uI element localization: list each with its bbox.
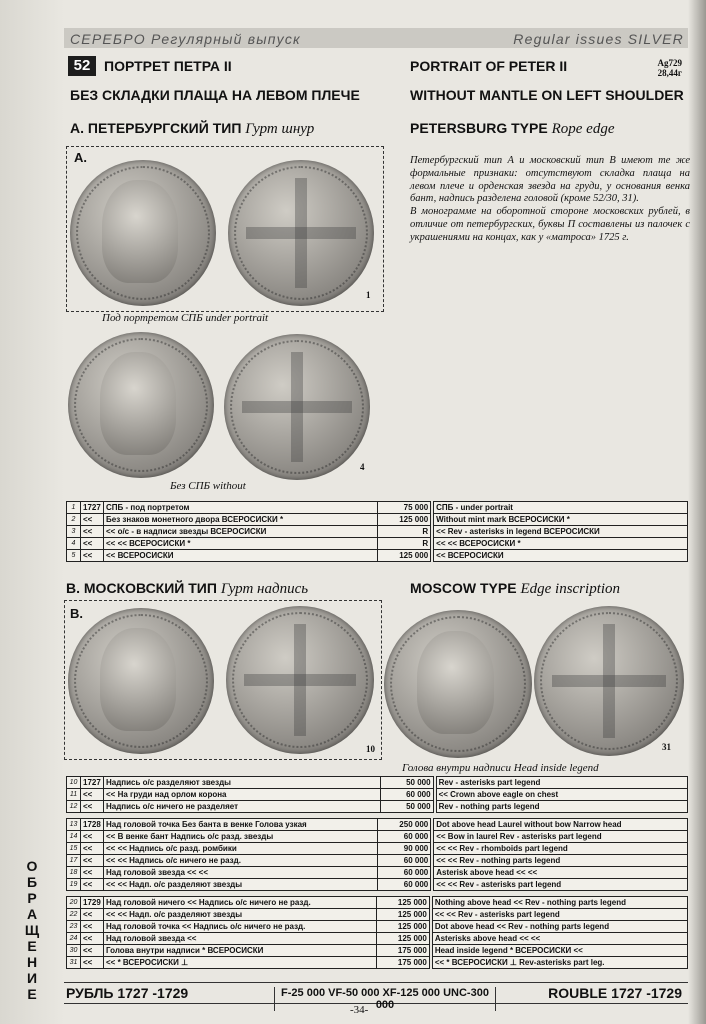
coin-10-number: 10 <box>366 744 375 754</box>
row-price: R <box>378 538 431 550</box>
caption-spb: Под портретом СПБ under portrait <box>102 312 269 324</box>
row-price: 60 000 <box>380 789 433 801</box>
table-type-b-1727 <box>66 776 688 813</box>
row-year: << <box>81 945 104 957</box>
row-price: 125 000 <box>376 909 429 921</box>
row-price: 250 000 <box>378 819 431 831</box>
row-desc-ru: << ВСЕРОСИСКИ <box>104 550 378 562</box>
row-desc-ru: Голова внутри надписи * ВСЕРОСИСКИ <box>104 945 377 957</box>
row-price: 60 000 <box>378 855 431 867</box>
type-a-label: А. <box>74 150 87 165</box>
row-desc-en: << << ВСЕРОСИСКИ * <box>434 538 688 550</box>
coin-1-number: 1 <box>366 290 371 300</box>
row-price: R <box>378 526 431 538</box>
row-desc-en: << Bow in laurel Rev - asterisks part legend <box>434 831 688 843</box>
row-number: 31 <box>67 957 81 969</box>
row-year: << <box>81 921 104 933</box>
row-number: 17 <box>67 855 81 867</box>
row-desc-ru: Надпись о/с разделяют звезды <box>104 777 381 789</box>
table-row <box>67 855 688 867</box>
row-price: 125 000 <box>376 933 429 945</box>
coin-1-reverse <box>228 160 374 306</box>
row-number: 22 <box>67 909 81 921</box>
table-row <box>67 867 688 879</box>
row-price: 60 000 <box>378 879 431 891</box>
coin-4-reverse <box>224 334 370 480</box>
row-year: 1728 <box>81 819 104 831</box>
row-desc-ru: << << Надпись о/с ничего не разд. <box>104 855 378 867</box>
row-desc-ru: Без знаков монетного двора ВСЕРОСИСКИ * <box>104 514 378 526</box>
row-desc-en: << Rev - asterisks in legend ВСЕРОСИСКИ <box>434 526 688 538</box>
row-year: 1727 <box>81 777 104 789</box>
row-number: 14 <box>67 831 81 843</box>
row-price: 50 000 <box>380 801 433 813</box>
row-price: 175 000 <box>376 945 429 957</box>
row-desc-en: Dot above head Laurel without bow Narrow head <box>434 819 688 831</box>
side-letter: Е <box>27 938 37 954</box>
table-type-b-1728 <box>66 818 688 891</box>
title-en: PORTRAIT OF PETER II <box>410 58 568 74</box>
footer-right: ROUBLE 1727 -1729 <box>548 985 682 1001</box>
row-number: 12 <box>67 801 81 813</box>
caption-head-inside: Голова внутри надписи Head inside legend <box>402 762 599 774</box>
type-a-heading-ru: А. ПЕТЕРБУРГСКИЙ ТИП Гурт шнур <box>70 120 315 137</box>
header-left: СЕРЕБРО Регулярный выпуск <box>70 31 301 47</box>
row-number: 3 <box>67 526 81 538</box>
row-desc-ru: << В венке бант Надпись о/с разд. звезды <box>104 831 378 843</box>
coin-10-obverse <box>68 608 214 754</box>
row-year: << <box>81 514 104 526</box>
row-desc-en: << * ВСЕРОСИСКИ ⊥ Rev-asterisks part leg. <box>432 957 687 969</box>
caption-without: Без СПБ without <box>170 480 246 492</box>
row-number: 4 <box>67 538 81 550</box>
table-row <box>67 933 688 945</box>
side-letter: Щ <box>24 922 40 938</box>
subtitle-en: WITHOUT MANTLE ON LEFT SHOULDER <box>410 87 684 103</box>
table-row <box>67 957 688 969</box>
metal-fineness: Ag729 <box>657 58 682 68</box>
row-number: 18 <box>67 867 81 879</box>
coin-31-obverse <box>384 610 532 758</box>
row-year: << <box>81 843 104 855</box>
row-desc-ru: << << Надп. о/с разделяют звезды <box>104 879 378 891</box>
side-letter: О <box>26 858 38 874</box>
row-desc-ru: СПБ - под портретом <box>104 502 378 514</box>
table-row <box>67 909 688 921</box>
table-row <box>67 502 688 514</box>
row-price: 125 000 <box>376 921 429 933</box>
row-desc-ru: << На груди над орлом корона <box>104 789 381 801</box>
page-footer-number: -34- <box>350 1004 369 1016</box>
row-year: << <box>81 957 104 969</box>
coin-31-reverse <box>534 606 684 756</box>
row-desc-ru: Над головой звезда << <box>104 933 377 945</box>
side-letter: Р <box>27 890 37 906</box>
row-desc-ru: << о/с - в надписи звезды ВСЕРОСИСКИ <box>104 526 378 538</box>
table-row <box>67 879 688 891</box>
table-row <box>67 945 688 957</box>
row-year: 1727 <box>81 502 104 514</box>
row-number: 13 <box>67 819 81 831</box>
description-text <box>410 155 690 245</box>
row-desc-en: << Crown above eagle on chest <box>436 789 687 801</box>
type-b-heading-en: MOSCOW TYPE Edge inscription <box>410 580 621 597</box>
title-ru: ПОРТРЕТ ПЕТРА II <box>104 58 232 74</box>
row-desc-en: << ВСЕРОСИСКИ <box>434 550 688 562</box>
row-desc-ru: Над головой точка << Надпись о/с ничего не разд. <box>104 921 377 933</box>
row-desc-en: Dot above head << Rev - nothing parts legend <box>432 921 687 933</box>
row-year: << <box>81 855 104 867</box>
row-price: 75 000 <box>378 502 431 514</box>
row-year: 1729 <box>81 897 104 909</box>
table-row <box>67 897 688 909</box>
row-desc-en: Asterisk above head << << <box>434 867 688 879</box>
subtitle-ru: БЕЗ СКЛАДКИ ПЛАЩА НА ЛЕВОМ ПЛЕЧЕ <box>70 87 360 103</box>
row-desc-en: Rev - asterisks part legend <box>436 777 687 789</box>
row-number: 1 <box>67 502 81 514</box>
row-year: << <box>81 526 104 538</box>
table-row <box>67 819 688 831</box>
coin-4-obverse <box>68 332 214 478</box>
row-desc-en: Asterisks above head << << <box>432 933 687 945</box>
table-row <box>67 538 688 550</box>
row-number: 24 <box>67 933 81 945</box>
coin-10-reverse <box>226 606 374 754</box>
row-desc-ru: << << Надп. о/с разделяют звезды <box>104 909 377 921</box>
footer-left: РУБЛЬ 1727 -1729 <box>66 985 189 1001</box>
row-number: 15 <box>67 843 81 855</box>
table-row <box>67 789 688 801</box>
row-desc-ru: << << Надпись о/с разд. ромбики <box>104 843 378 855</box>
row-desc-ru: Над головой звезда << << <box>104 867 378 879</box>
row-number: 23 <box>67 921 81 933</box>
description-p1: Петербургский тип А и московский тип В имеют те же формальные признаки: отсутствуют складка плаща на левом плече и орденская звезда на груди, у основания венка бант, надпись разделена головой (кроме 52/30, 31). <box>410 155 690 205</box>
row-desc-en: Head inside legend * ВСЕРОСИСКИ << <box>432 945 687 957</box>
side-letter: А <box>26 906 38 922</box>
row-year: << <box>81 550 104 562</box>
row-number: 10 <box>67 777 81 789</box>
coin-4-number: 4 <box>360 462 365 472</box>
row-year: << <box>81 801 104 813</box>
side-letter: И <box>26 970 38 986</box>
row-price: 175 000 <box>376 957 429 969</box>
side-label-obrashchenie <box>22 858 42 1002</box>
row-desc-en: Rev - nothing parts legend <box>436 801 687 813</box>
header-right: Regular issues SILVER <box>513 31 684 47</box>
side-letter: Н <box>26 954 38 970</box>
row-desc-en: Without mint mark ВСЕРОСИСКИ * <box>434 514 688 526</box>
row-year: << <box>81 867 104 879</box>
table-row <box>67 526 688 538</box>
table-row <box>67 777 688 789</box>
row-desc-en: << << Rev - rhomboids part legend <box>434 843 688 855</box>
section-number: 52 <box>68 56 96 76</box>
row-year: << <box>81 909 104 921</box>
row-number: 11 <box>67 789 81 801</box>
row-price: 125 000 <box>376 897 429 909</box>
row-desc-ru: << * ВСЕРОСИСКИ ⊥ <box>104 957 377 969</box>
description-p2: В монограмме на оборотной стороне московских рублей, в отличие от петербургских, буквы П составлены из палочек с украшениями на концах, как у «матроса» 1725 г. <box>410 206 690 243</box>
row-number: 20 <box>67 897 81 909</box>
row-price: 125 000 <box>378 514 431 526</box>
table-type-b-1729 <box>66 896 688 969</box>
row-price: 90 000 <box>378 843 431 855</box>
row-desc-en: << << Rev - asterisks part legend <box>432 909 687 921</box>
type-b-label: В. <box>70 606 83 621</box>
row-number: 19 <box>67 879 81 891</box>
row-desc-en: << << Rev - nothing parts legend <box>434 855 688 867</box>
footer-grades: F-25 000 VF-50 000 XF-125 000 UNC-300 000 <box>274 987 496 1011</box>
table-row <box>67 550 688 562</box>
row-desc-en: Nothing above head << Rev - nothing parts legend <box>432 897 687 909</box>
row-year: << <box>81 789 104 801</box>
row-desc-ru: << << ВСЕРОСИСКИ * <box>104 538 378 550</box>
side-letter: Б <box>26 874 38 890</box>
coin-weight: 28,44г <box>657 68 682 78</box>
coin-31-number: 31 <box>662 742 671 752</box>
row-price: 60 000 <box>378 831 431 843</box>
row-year: << <box>81 538 104 550</box>
row-price: 60 000 <box>378 867 431 879</box>
row-price: 50 000 <box>380 777 433 789</box>
metal-weight <box>658 58 683 78</box>
table-row <box>67 831 688 843</box>
row-number: 2 <box>67 514 81 526</box>
row-year: << <box>81 933 104 945</box>
table-type-a <box>66 501 688 562</box>
row-number: 5 <box>67 550 81 562</box>
table-row <box>67 801 688 813</box>
row-year: << <box>81 831 104 843</box>
row-desc-ru: Над головой ничего << Надпись о/с ничего не разд. <box>104 897 377 909</box>
table-row <box>67 514 688 526</box>
table-row <box>67 921 688 933</box>
side-letter: Е <box>27 986 37 1002</box>
row-number: 30 <box>67 945 81 957</box>
page-right-shadow <box>688 0 706 1024</box>
row-desc-ru: Надпись о/с ничего не разделяет <box>104 801 381 813</box>
row-year: << <box>81 879 104 891</box>
type-a-heading-en: PETERSBURG TYPE Rope edge <box>410 120 615 137</box>
row-desc-en: << << Rev - asterisks part legend <box>434 879 688 891</box>
row-desc-ru: Над головой точка Без банта в венке Голова узкая <box>104 819 378 831</box>
row-price: 125 000 <box>378 550 431 562</box>
type-b-heading-ru: В. МОСКОВСКИЙ ТИП Гурт надпись <box>66 580 309 597</box>
table-row <box>67 843 688 855</box>
coin-1-obverse <box>70 160 216 306</box>
row-desc-en: СПБ - under portrait <box>434 502 688 514</box>
